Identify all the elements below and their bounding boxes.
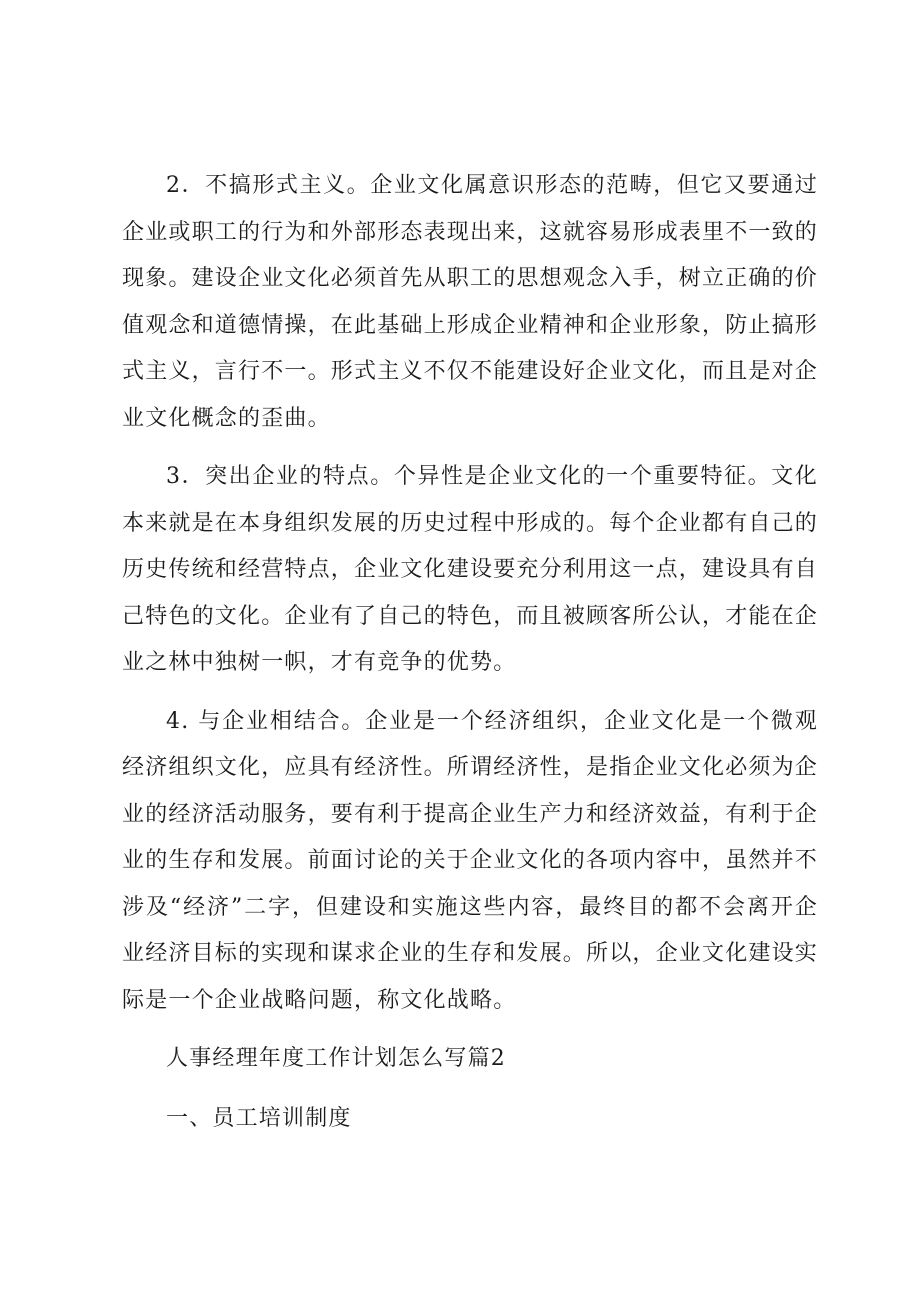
subsection-title: 一、员工培训制度	[166, 1106, 352, 1131]
section-title: 人事经理年度工作计划怎么写篇2	[166, 1046, 506, 1071]
paragraph-enterprise-features: 3．突出企业的特点。个异性是企业文化的一个重要特征。文化本来就是在本身组织发展的历史过程中形成的。每个企业都有自己的历史传统和经营特点，企业文化建设要充分利用这一点，建设具有自己特色的文化。企业有了自己的特色，而且被顾客所公认，才能在企业之林中独树一帜，才有竞争的优势。	[122, 464, 819, 675]
paragraph-no-formalism: 2．不搞形式主义。企业文化属意识形态的范畴，但它又要通过企业或职工的行为和外部形态表现出来，这就容易形成表里不一致的现象。建设企业文化必须首先从职工的思想观念入手，树立正确的价值观念和道德情操，在此基础上形成企业精神和企业形象，防止搞形式主义，言行不一。形式主义不仅不能建设好企业文化，而且是对企业文化概念的歪曲。	[122, 173, 819, 431]
document-body	[122, 163, 818, 1156]
paragraph-combine-with-enterprise: 4. 与企业相结合。企业是一个经济组织，企业文化是一个微观经济组织文化，应具有经济性。所谓经济性，是指企业文化必须为企业的经济活动服务，要有利于提高企业生产力和经济效益，有利于企业的生存和发展。前面讨论的关于企业文化的各项内容中，虽然并不涉及“经济”二字，但建设和实施这些内容，最终目的都不会离开企业经济目标的实现和谋求企业的生存和发展。所以，企业文化建设实际是一个企业战略问题，称文化战略。	[122, 708, 819, 1013]
